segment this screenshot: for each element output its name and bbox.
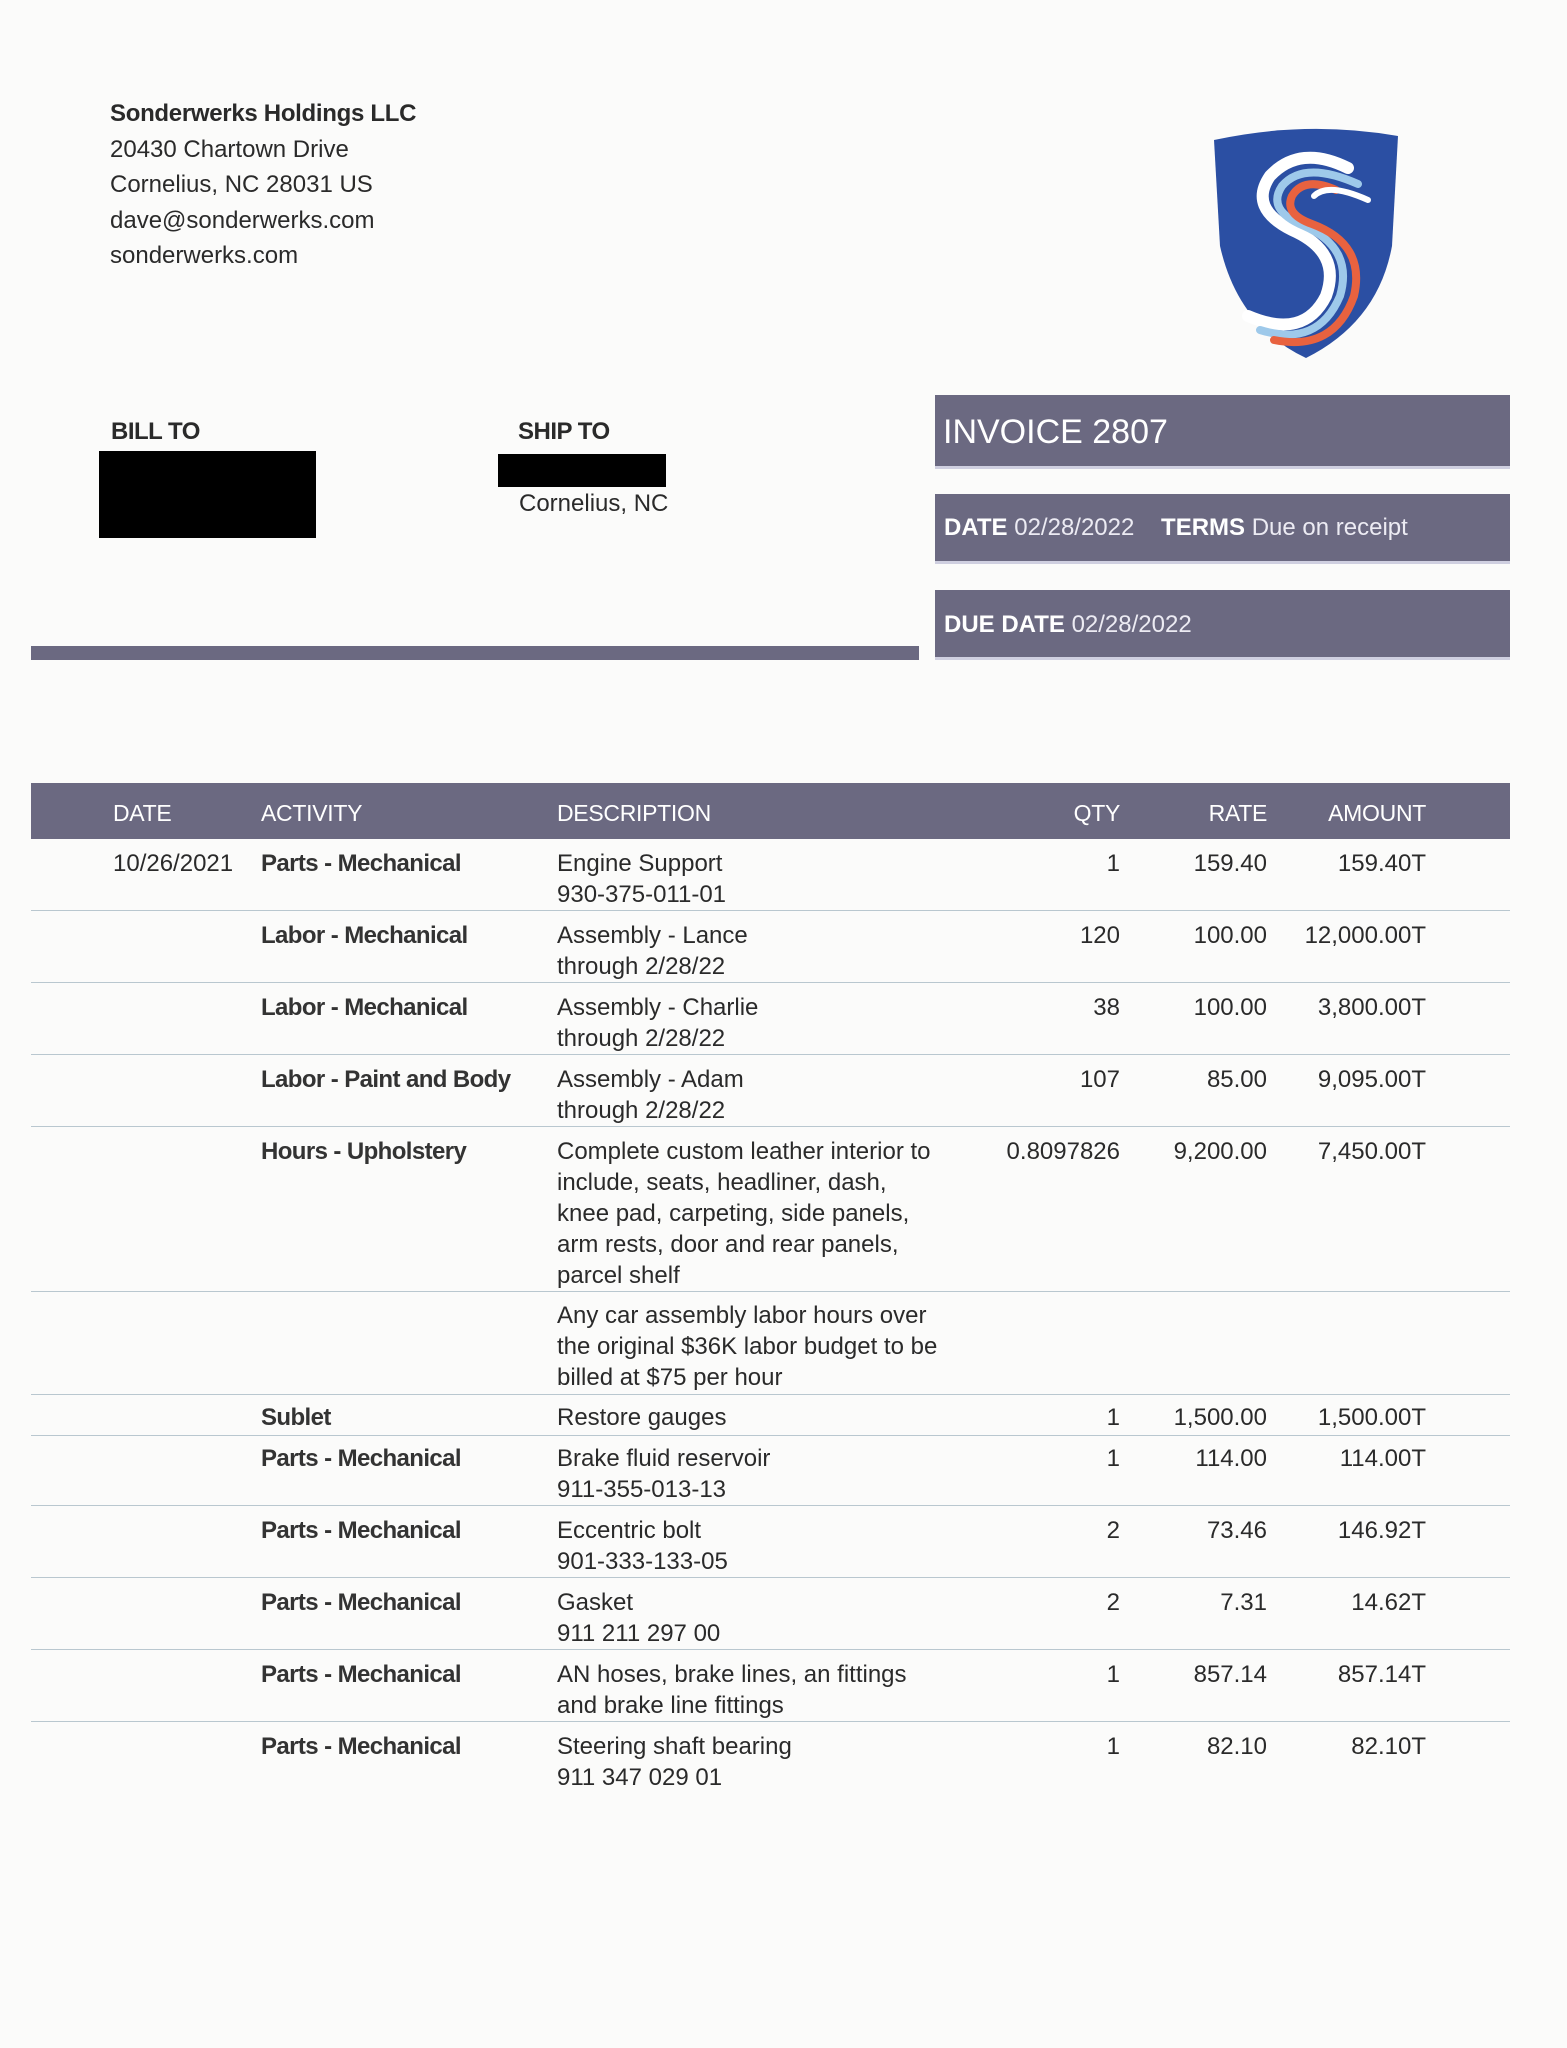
row-activity: Labor - Mechanical bbox=[261, 922, 468, 949]
due-date-label: DUE DATE bbox=[944, 611, 1065, 638]
row-separator bbox=[31, 1394, 1510, 1395]
company-info bbox=[110, 96, 416, 274]
row-activity: Parts - Mechanical bbox=[261, 1661, 461, 1688]
row-description bbox=[557, 1731, 1007, 1793]
row-description bbox=[557, 1402, 1007, 1433]
company-email: dave@sonderwerks.com bbox=[110, 206, 375, 234]
row-separator bbox=[31, 1054, 1510, 1055]
row-separator bbox=[31, 910, 1510, 911]
company-website: sonderwerks.com bbox=[110, 242, 299, 269]
row-description-line: knee pad, carpeting, side panels, bbox=[557, 1200, 910, 1227]
row-description bbox=[557, 1587, 1007, 1649]
row-date: 10/26/2021 bbox=[113, 850, 234, 877]
row-description-line: through 2/28/22 bbox=[557, 1025, 726, 1052]
col-date-header: DATE bbox=[113, 800, 172, 826]
row-description-line: Steering shaft bearing bbox=[557, 1733, 792, 1760]
row-amount: 7,450.00T bbox=[1317, 1138, 1426, 1165]
ship-to-city: Cornelius, NC bbox=[519, 490, 669, 517]
row-description-line: 911 347 029 01 bbox=[557, 1764, 723, 1791]
row-description-line: Any car assembly labor hours over bbox=[557, 1302, 927, 1329]
row-rate: 159.40 bbox=[1193, 850, 1267, 877]
row-amount: 14.62T bbox=[1351, 1589, 1426, 1616]
row-activity: Parts - Mechanical bbox=[261, 1445, 461, 1472]
row-description-line: Engine Support bbox=[557, 850, 723, 877]
row-rate: 73.46 bbox=[1206, 1517, 1267, 1544]
row-description-line: arm rests, door and rear panels, bbox=[557, 1231, 899, 1258]
row-qty: 120 bbox=[1079, 922, 1120, 949]
row-activity: Sublet bbox=[261, 1404, 331, 1431]
row-description-line: include, seats, headliner, dash, bbox=[557, 1169, 887, 1196]
row-description-line: the original $36K labor budget to be bbox=[557, 1333, 938, 1360]
row-amount: 857.14T bbox=[1337, 1661, 1426, 1688]
row-amount: 9,095.00T bbox=[1317, 1066, 1426, 1093]
row-amount: 146.92T bbox=[1337, 1517, 1426, 1544]
col-qty-header: QTY bbox=[1073, 800, 1120, 826]
row-description bbox=[557, 1300, 1007, 1393]
row-description-line: Brake fluid reservoir bbox=[557, 1445, 771, 1472]
row-separator bbox=[31, 1577, 1510, 1578]
row-qty: 1 bbox=[1106, 1661, 1120, 1688]
row-amount: 3,800.00T bbox=[1317, 994, 1426, 1021]
row-description-line: AN hoses, brake lines, an fittings bbox=[557, 1661, 907, 1688]
col-amount-header: AMOUNT bbox=[1328, 800, 1426, 826]
row-qty: 1 bbox=[1106, 1404, 1120, 1431]
row-description-line: parcel shelf bbox=[557, 1262, 680, 1289]
row-qty: 2 bbox=[1106, 1517, 1120, 1544]
row-description bbox=[557, 1659, 1007, 1721]
invoice-number-band bbox=[935, 395, 1510, 469]
row-qty: 38 bbox=[1093, 994, 1120, 1021]
row-rate: 1,500.00 bbox=[1173, 1404, 1267, 1431]
row-qty: 2 bbox=[1106, 1589, 1120, 1616]
row-description bbox=[557, 848, 1007, 910]
row-description-line: and brake line fittings bbox=[557, 1692, 784, 1719]
row-activity: Labor - Mechanical bbox=[261, 994, 468, 1021]
row-rate: 857.14 bbox=[1193, 1661, 1267, 1688]
row-separator bbox=[31, 1126, 1510, 1127]
row-activity: Parts - Mechanical bbox=[261, 1589, 461, 1616]
row-rate: 7.31 bbox=[1220, 1589, 1267, 1616]
bill-to-redacted bbox=[99, 451, 316, 538]
row-activity: Hours - Upholstery bbox=[261, 1138, 467, 1165]
company-name: Sonderwerks Holdings LLC bbox=[110, 100, 417, 127]
row-description-line: Assembly - Lance bbox=[557, 922, 748, 949]
row-rate: 82.10 bbox=[1206, 1733, 1267, 1760]
row-amount: 12,000.00T bbox=[1304, 922, 1426, 949]
row-activity: Parts - Mechanical bbox=[261, 1733, 461, 1760]
row-rate: 9,200.00 bbox=[1173, 1138, 1267, 1165]
header-divider bbox=[31, 646, 919, 660]
row-description-line: 911 211 297 00 bbox=[557, 1620, 721, 1647]
row-description bbox=[557, 1443, 1007, 1505]
date-label: DATE bbox=[944, 514, 1008, 541]
row-qty: 107 bbox=[1079, 1066, 1120, 1093]
row-description-line: 901-333-133-05 bbox=[557, 1548, 728, 1575]
row-description-line: 930-375-011-01 bbox=[557, 881, 727, 908]
row-rate: 100.00 bbox=[1193, 994, 1267, 1021]
row-description bbox=[557, 992, 1007, 1054]
row-description-line: Restore gauges bbox=[557, 1404, 727, 1431]
col-activity-header: ACTIVITY bbox=[261, 800, 363, 826]
row-activity: Parts - Mechanical bbox=[261, 1517, 461, 1544]
table-header bbox=[31, 783, 1510, 839]
row-qty: 0.8097826 bbox=[1006, 1138, 1120, 1165]
row-description-line: through 2/28/22 bbox=[557, 1097, 726, 1124]
row-amount: 114.00T bbox=[1339, 1445, 1426, 1472]
company-logo-icon bbox=[1208, 126, 1404, 362]
row-qty: 1 bbox=[1106, 850, 1120, 877]
row-rate: 100.00 bbox=[1193, 922, 1267, 949]
row-description-line: Eccentric bolt bbox=[557, 1517, 702, 1544]
row-separator bbox=[31, 982, 1510, 983]
row-amount: 1,500.00T bbox=[1317, 1404, 1426, 1431]
row-description-line: Assembly - Charlie bbox=[557, 994, 759, 1021]
row-rate: 85.00 bbox=[1206, 1066, 1267, 1093]
ship-to-redacted bbox=[498, 454, 666, 487]
terms-label: TERMS bbox=[1161, 514, 1246, 541]
row-activity: Labor - Paint and Body bbox=[261, 1066, 511, 1093]
row-activity: Parts - Mechanical bbox=[261, 850, 461, 877]
row-separator bbox=[31, 1721, 1510, 1722]
row-description-line: billed at $75 per hour bbox=[557, 1364, 783, 1391]
invoice-date: 02/28/2022 bbox=[1014, 514, 1135, 541]
row-description-line: Complete custom leather interior to bbox=[557, 1138, 931, 1165]
row-description-line: through 2/28/22 bbox=[557, 953, 726, 980]
invoice-title: INVOICE 2807 bbox=[943, 413, 1168, 451]
invoice-date-band bbox=[935, 494, 1510, 564]
row-description bbox=[557, 1515, 1007, 1577]
row-description-line: Gasket bbox=[557, 1589, 634, 1616]
bill-to-label: BILL TO bbox=[111, 418, 200, 445]
row-description bbox=[557, 920, 1007, 982]
company-address-line1: 20430 Chartown Drive bbox=[110, 135, 349, 163]
row-description bbox=[557, 1064, 1007, 1126]
row-separator bbox=[31, 1505, 1510, 1506]
row-amount: 159.40T bbox=[1337, 850, 1426, 877]
company-address-line2: Cornelius, NC 28031 US bbox=[110, 171, 373, 198]
row-description-line: Assembly - Adam bbox=[557, 1066, 744, 1093]
ship-to-label: SHIP TO bbox=[518, 418, 610, 445]
row-separator bbox=[31, 1649, 1510, 1650]
row-description bbox=[557, 1136, 1007, 1291]
invoice-terms: Due on receipt bbox=[1251, 514, 1408, 541]
due-date-band bbox=[935, 590, 1510, 660]
row-qty: 1 bbox=[1106, 1445, 1120, 1472]
col-rate-header: RATE bbox=[1208, 800, 1267, 826]
invoice-due-date: 02/28/2022 bbox=[1071, 611, 1192, 638]
row-qty: 1 bbox=[1106, 1733, 1120, 1760]
col-description-header: DESCRIPTION bbox=[557, 800, 711, 826]
row-separator bbox=[31, 1291, 1510, 1292]
row-separator bbox=[31, 1435, 1510, 1436]
row-rate: 114.00 bbox=[1195, 1445, 1267, 1472]
row-amount: 82.10T bbox=[1351, 1733, 1426, 1760]
row-description-line: 911-355-013-13 bbox=[557, 1476, 727, 1503]
